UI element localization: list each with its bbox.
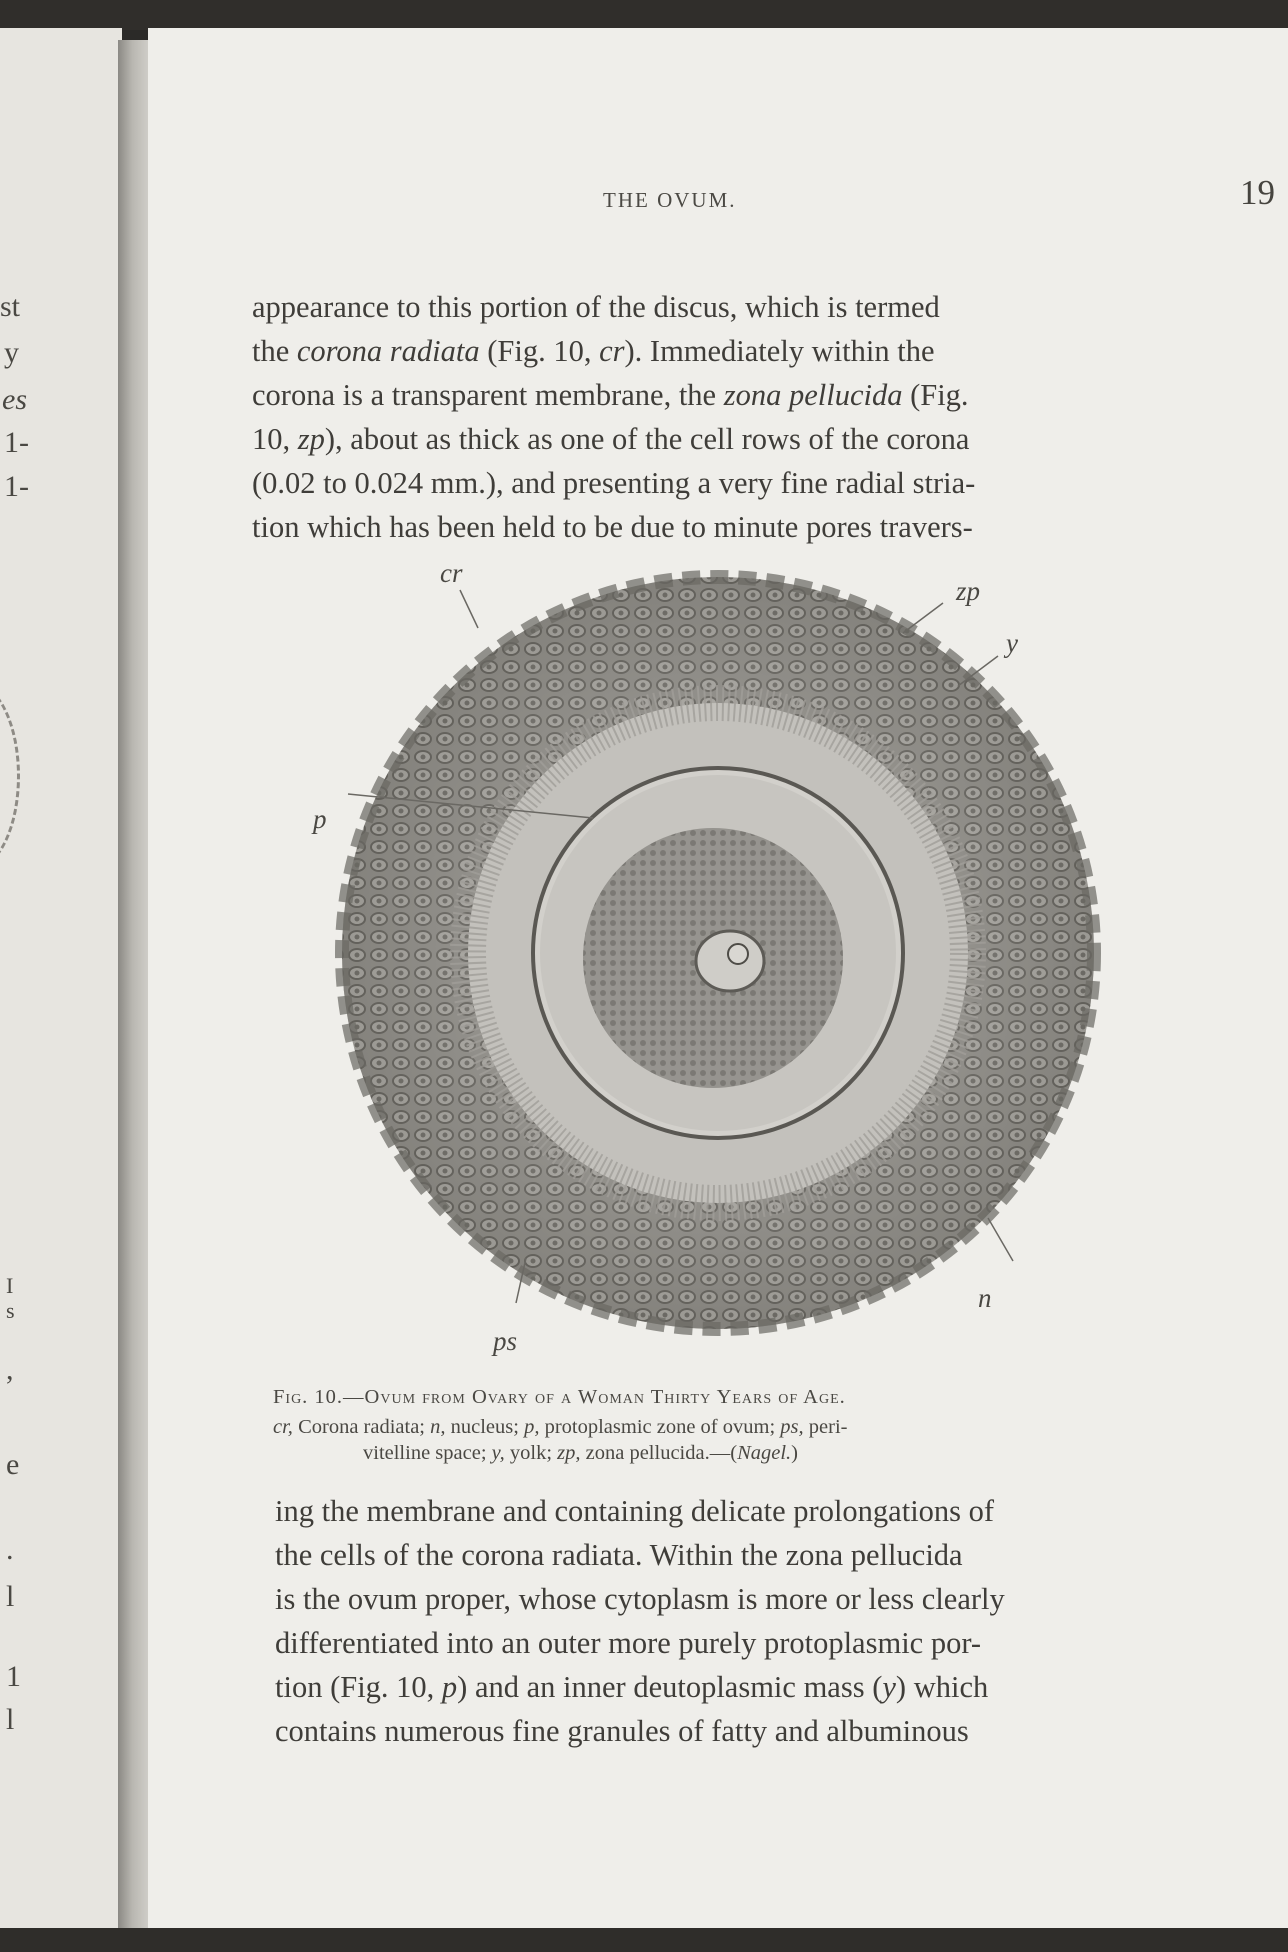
prev-page-fragment: 1- (4, 426, 29, 459)
body-line: ing the membrane and containing delicate prolongations of (275, 1494, 995, 1528)
prev-page-figure-edge (0, 683, 20, 869)
body-line: contains numerous fine granules of fatty and albuminous (275, 1714, 969, 1748)
book-page (148, 28, 1288, 1928)
ovum-illustration (148, 28, 1288, 1368)
prev-page-fragment: , (6, 1353, 14, 1386)
prev-page-fragment: l (6, 1703, 15, 1736)
running-head: THE OVUM. (603, 188, 737, 212)
prev-page-fragment: y (4, 336, 19, 369)
prev-page-fragment: e (6, 1448, 20, 1481)
scan-border-bottom (0, 1928, 1288, 1952)
prev-page-fragment: 1 (6, 1660, 21, 1693)
body-line: appearance to this portion of the discus, which is termed (252, 290, 940, 324)
prev-page-fragment: s (6, 1298, 15, 1323)
figure-label-cr: cr (440, 558, 463, 588)
body-line: 10, zp), about as thick as one of the cell rows of the corona (252, 422, 970, 456)
body-line: the cells of the corona radiata. Within the zona pellucida (275, 1538, 963, 1572)
body-line: tion which has been held to be due to minute pores travers- (252, 510, 973, 544)
body-line: differentiated into an outer more purely protoplasmic por- (275, 1626, 982, 1660)
nucleus (696, 931, 764, 991)
prev-page-fragment: l (6, 1580, 15, 1613)
prev-page-fragment: I (6, 1273, 14, 1298)
body-line: is the ovum proper, whose cytoplasm is more or less clearly (275, 1582, 1005, 1616)
scan-border-top (0, 0, 1288, 30)
figure-caption-line: vitelline space; y, yolk; zp, zona pellucida.—(Nagel.) (363, 1442, 798, 1464)
figure-label-n: n (978, 1283, 992, 1313)
figure-label-p: p (313, 804, 327, 834)
term-corona-radiata: corona radiata (296, 334, 480, 368)
prev-page-fragment: es (2, 383, 27, 416)
prev-page-fragment: . (6, 1533, 14, 1566)
figure-label-zp: zp (956, 576, 981, 606)
prev-page-fragment: st (0, 290, 21, 323)
term-zona-pellucida: zona pellucida (723, 378, 903, 412)
figure-caption-line: cr, Corona radiata; n, nucleus; p, protoplasmic zone of ovum; ps, peri- (273, 1416, 848, 1438)
body-line: corona is a transparent membrane, the zona pellucida (Fig. (252, 378, 969, 412)
figure-label-ps: ps (493, 1326, 518, 1356)
body-line: tion (Fig. 10, p) and an inner deutoplasmic mass (y) which (275, 1670, 989, 1704)
prev-page-fragment: 1- (4, 470, 29, 503)
figure-caption-title: Fig. 10.—Ovum from Ovary of a Woman Thirty Years of Age. (273, 1386, 846, 1408)
body-line: (0.02 to 0.024 mm.), and presenting a very fine radial stria- (252, 466, 976, 500)
figure-label-y: y (1006, 628, 1018, 658)
previous-page-edge (0, 28, 122, 1928)
page-number: 19 (1240, 173, 1275, 212)
body-line: the corona radiata (Fig. 10, cr). Immediately within the (252, 334, 935, 368)
